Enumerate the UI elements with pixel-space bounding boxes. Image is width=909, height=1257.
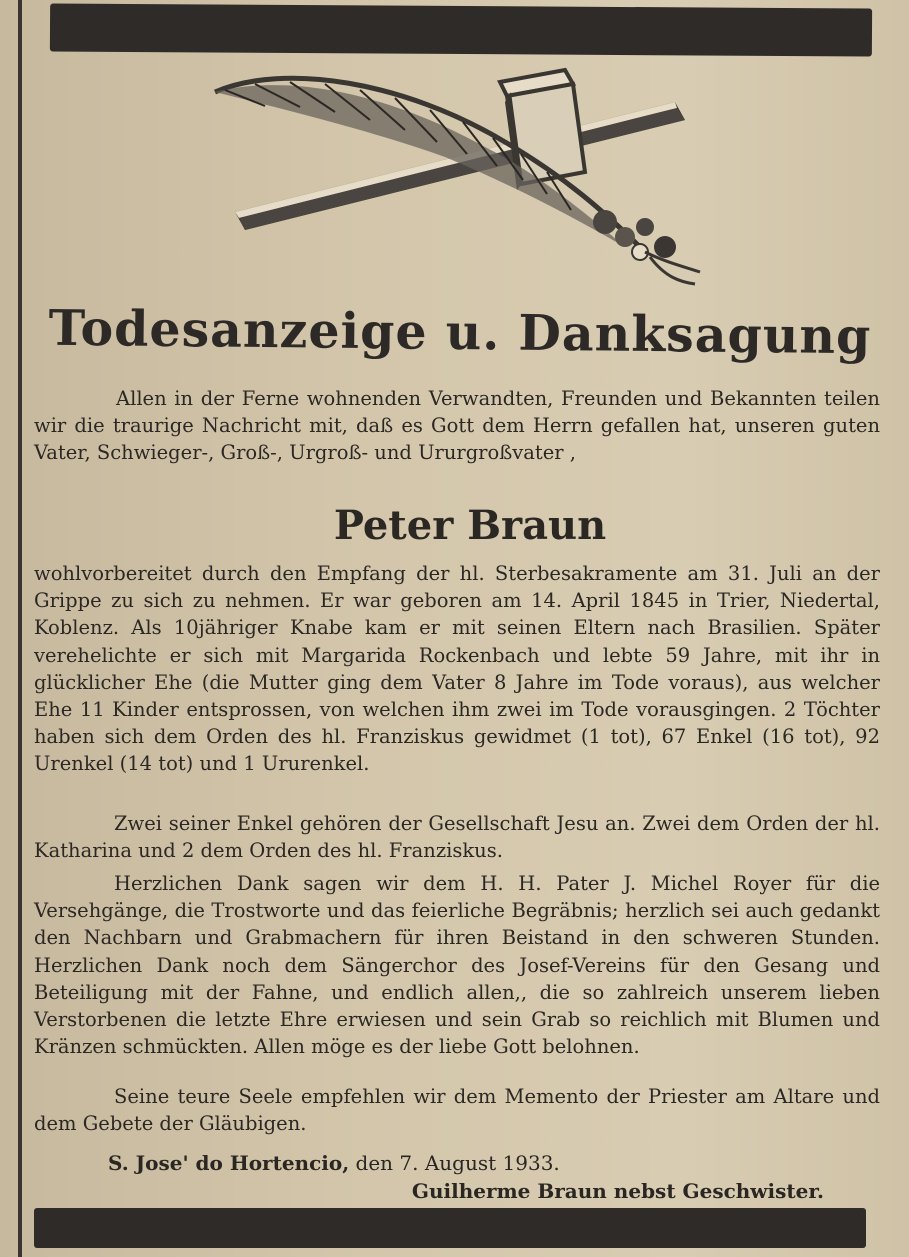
biography-paragraph: wohlvorbereitet durch den Empfang der hl. Sterbesakramente am 31. Juli an der Grippe zu sich zu nehmen. Er war geboren am 14. April 1845 in Trier, Niedertal, Koblenz. Als 10jähriger Knabe kam er mit seinen Eltern nach Brasilien. Später verehelichte er sich mit Margarida Rockenbach und lebte 59 Jahre, mit ihr in glücklicher Ehe (die Mutter ging dem Vater 8 Jahre im Tode voraus), aus welcher Ehe 11 Kinder entsprossen, von welchen ihm zwei im Tode vorausgingen. 2 Töchter haben sich dem Orden des hl. Franziskus gewidmet (1 tot), 67 Enkel (16 tot), 92 Urenkel (14 tot) und 1 Ururenkel. (34, 562, 880, 776)
column-rule (18, 0, 22, 1257)
prayer-request-paragraph: Seine teure Seele empfehlen wir dem Memento der Priester am Altare und dem Gebete der Gläubigen. (34, 1085, 880, 1136)
thanks-paragraph: Herzlichen Dank sagen wir dem H. H. Pater J. Michel Royer für die Versehgänge, die Trostworte und das feierliche Begräbnis; herzlich sei auch gedankt den Nachbarn und Grabmachern für ihren Beistand in den schweren Stunden. Herzlichen Dank noch dem Sängerchor des Josef-Vereins für den Gesang und Beteiligung mit der Fahne, und endlich allen,, die so zahlreich unserem lieben Verstorbenen die letzte Ehre erwiesen und sein Grab so reichlich mit Blumen und Kränzen schmückten. Allen möge es der liebe Gott belohnen. (34, 872, 880, 1059)
place-name: S. Jose' do Hortencio, (108, 1151, 350, 1175)
flower-icon (593, 210, 700, 284)
notice-title: Todesanzeige u. Danksagung (48, 298, 872, 366)
date-text: den 7. August 1933. (355, 1151, 560, 1175)
bottom-border-bar (34, 1208, 866, 1248)
deceased-name: Peter Braun (333, 502, 607, 549)
intro-paragraph: Allen in der Ferne wohnenden Verwandten, Freunden und Bekannten teilen wir die traurige Nachricht mit, daß es Gott dem Herrn gefallen hat, unseren guten Vater, Schwieger-, Groß-, Urgroß- und Ururgroßvater , (34, 387, 880, 465)
cross-palm-emblem (205, 62, 715, 292)
religious-orders-paragraph: Zwei seiner Enkel gehören der Gesellschaft Jesu an. Zwei dem Orden der hl. Katharina und 2 dem Orden des hl. Franziskus. (34, 812, 880, 863)
signature-line: Guilherme Braun nebst Geschwister. (411, 1179, 824, 1203)
place-date-line (108, 1148, 668, 1178)
top-border-bar (50, 3, 872, 56)
